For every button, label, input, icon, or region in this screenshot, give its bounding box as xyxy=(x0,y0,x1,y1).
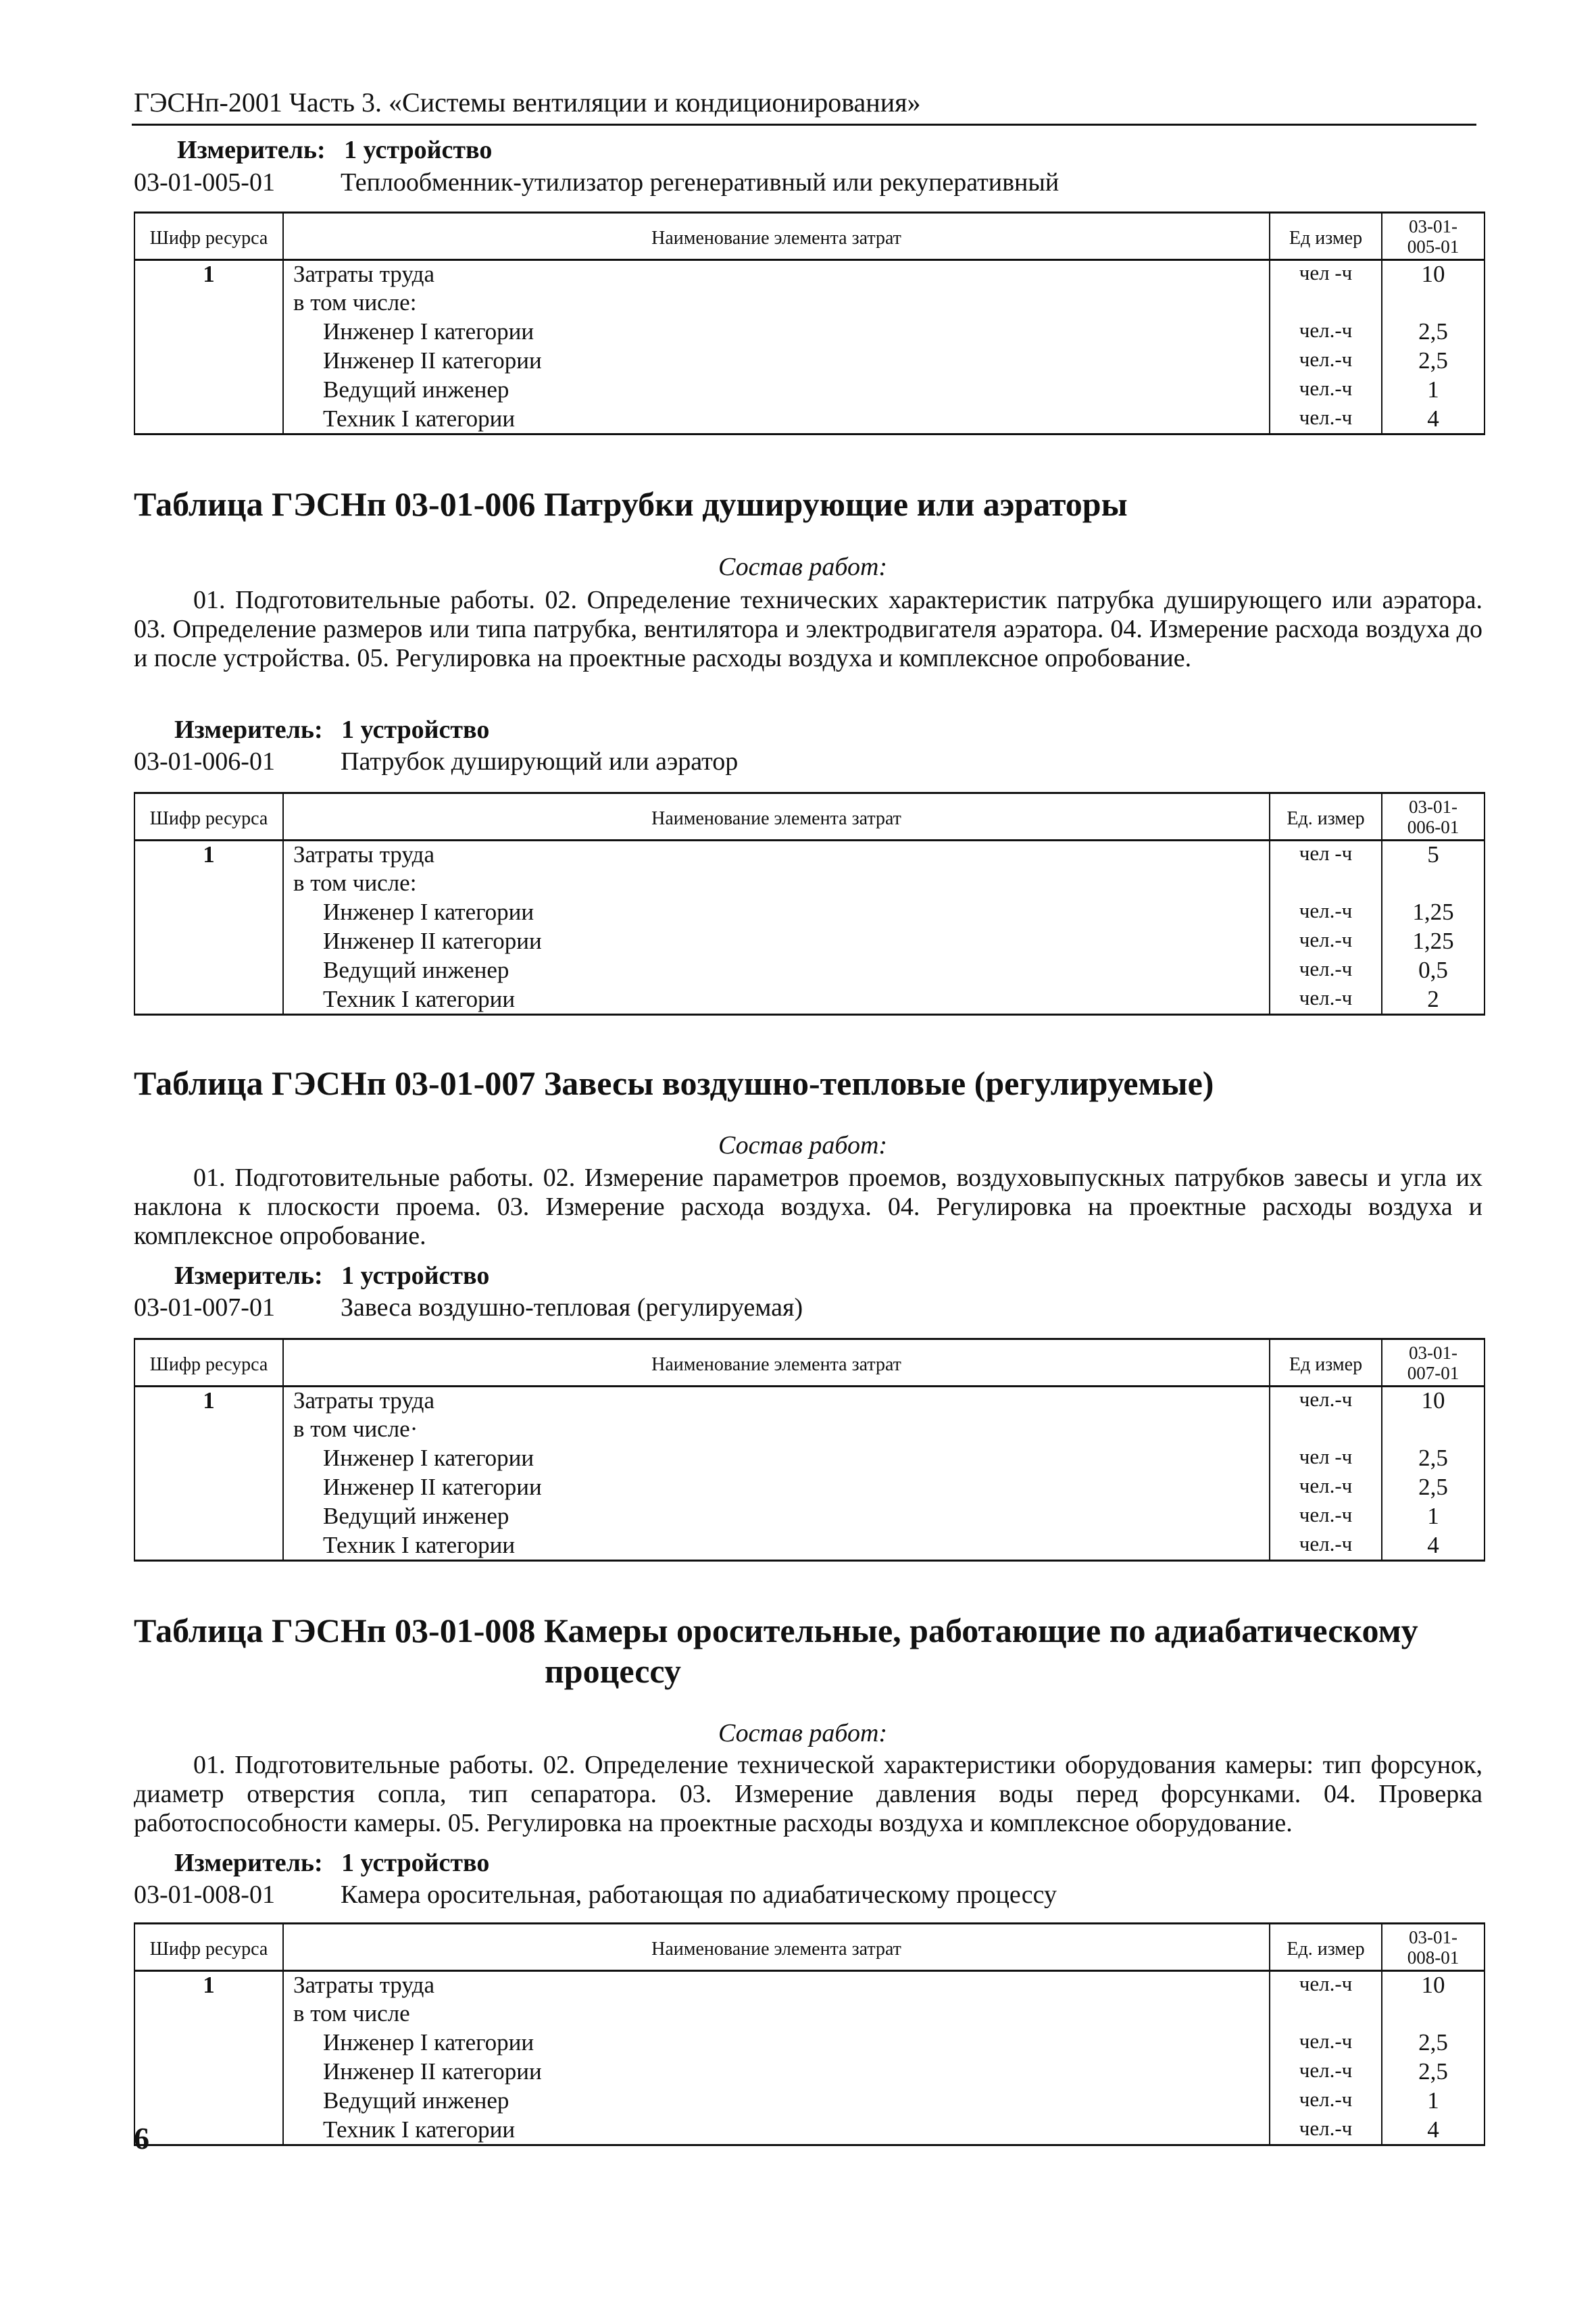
works-label: Состав работ: xyxy=(718,553,888,581)
cell-value: 10 xyxy=(1382,1971,1485,2000)
section-title: Таблица ГЭСНп 03-01-006 Патрубки душирующие или аэраторы xyxy=(134,485,1128,523)
table-row xyxy=(134,1445,1485,1474)
cell-value: 4 xyxy=(1382,2116,1485,2145)
cell-unit: чел.-ч xyxy=(1270,957,1382,986)
cell-value: 1,25 xyxy=(1382,928,1485,957)
table-header-row xyxy=(134,1339,1485,1387)
cell-code xyxy=(134,318,283,347)
cell-unit xyxy=(1270,2000,1382,2029)
table-row xyxy=(134,405,1485,434)
cell-value: 2,5 xyxy=(1382,347,1485,376)
norm-table-007 xyxy=(134,1338,1485,1562)
cell-unit: чел.-ч xyxy=(1270,1503,1382,1532)
measure-label: Измеритель: xyxy=(174,716,323,744)
cell-code xyxy=(134,405,283,434)
cell-name: в том числе xyxy=(283,2000,1270,2029)
cell-code xyxy=(134,347,283,376)
works-description: 01. Подготовительные работы. 02. Определение технической характеристики оборудования камеры: тип форсунок, диаметр отверстия сопла, тип сепаратора. 03. Измерение давления воды перед форсунками. 04. Проверка работоспособности камеры. 05. Регулировка на проектные расходы воздуха и комплексное оборудование. xyxy=(134,1751,1482,1837)
table-row xyxy=(134,1474,1485,1503)
cell-name: в том числе: xyxy=(283,870,1270,899)
table-row xyxy=(134,260,1485,289)
cell-code: 1 xyxy=(134,1971,283,2000)
measure-label: Измеритель: xyxy=(174,1262,323,1290)
cell-unit: чел.-ч xyxy=(1270,1387,1382,1416)
cell-value: 1 xyxy=(1382,2087,1485,2116)
measure-label: Измеритель: xyxy=(174,1849,323,1877)
norm-code: 03-01-005-01 xyxy=(134,168,275,197)
cell-code: 1 xyxy=(134,1387,283,1416)
cell-name: Инженер I категории xyxy=(283,318,1270,347)
table-row xyxy=(134,376,1485,405)
works-label: Состав работ: xyxy=(718,1131,888,1160)
cell-code: 1 xyxy=(134,841,283,870)
measure-line xyxy=(174,715,489,745)
header-name: Наименование элемента затрат xyxy=(283,1924,1270,1971)
table-row xyxy=(134,2029,1485,2058)
cell-unit: чел.-ч xyxy=(1270,928,1382,957)
header-resource-code: Шифр ресурса xyxy=(134,1339,283,1387)
cell-unit: чел.-ч xyxy=(1270,986,1382,1015)
cell-code xyxy=(134,289,283,318)
cell-unit: чел.-ч xyxy=(1270,347,1382,376)
page-number: 6 xyxy=(134,2121,149,2156)
table-row xyxy=(134,841,1485,870)
table-row xyxy=(134,2000,1485,2029)
table-row xyxy=(134,2087,1485,2116)
cell-unit: чел.-ч xyxy=(1270,1971,1382,2000)
table-row xyxy=(134,899,1485,928)
cell-unit xyxy=(1270,870,1382,899)
norm-code: 03-01-006-01 xyxy=(134,747,275,776)
cell-unit: чел -ч xyxy=(1270,260,1382,289)
cell-name: Затраты труда xyxy=(283,260,1270,289)
running-header: ГЭСНп-2001 Часть 3. «Системы вентиляции и кондиционирования» xyxy=(134,87,921,118)
table-row xyxy=(134,1532,1485,1561)
cell-name: Инженер I категории xyxy=(283,2029,1270,2058)
header-name: Наименование элемента затрат xyxy=(283,213,1270,260)
cell-code: 1 xyxy=(134,260,283,289)
table-row xyxy=(134,289,1485,318)
cell-name: Ведущий инженер xyxy=(283,2087,1270,2116)
cell-value: 2,5 xyxy=(1382,2029,1485,2058)
cell-name: Затраты труда xyxy=(283,841,1270,870)
header-norm-code: 03-01- 008-01 xyxy=(1382,1924,1485,1971)
measure-line xyxy=(174,1848,489,1878)
cell-code xyxy=(134,2116,283,2145)
table-row xyxy=(134,2116,1485,2145)
cell-name: Техник I категории xyxy=(283,1532,1270,1561)
cell-unit: чел.-ч xyxy=(1270,2116,1382,2145)
cell-unit: чел.-ч xyxy=(1270,405,1382,434)
cell-unit xyxy=(1270,1416,1382,1445)
cell-code xyxy=(134,928,283,957)
header-norm-code: 03-01- 006-01 xyxy=(1382,793,1485,841)
measure-label: Измеритель: xyxy=(177,136,326,164)
cell-name: Затраты труда xyxy=(283,1387,1270,1416)
cell-code xyxy=(134,1445,283,1474)
norm-table-005 xyxy=(134,211,1485,435)
cell-value: 2,5 xyxy=(1382,318,1485,347)
cell-name: Техник I категории xyxy=(283,986,1270,1015)
table-row xyxy=(134,1503,1485,1532)
table-row xyxy=(134,928,1485,957)
cell-code xyxy=(134,2058,283,2087)
table-row xyxy=(134,1387,1485,1416)
cell-value: 4 xyxy=(1382,1532,1485,1561)
header-unit: Ед. измер xyxy=(1270,1924,1382,1971)
table-header-row xyxy=(134,793,1485,841)
cell-unit: чел.-ч xyxy=(1270,2087,1382,2116)
section-title-line-2: процессу xyxy=(545,1652,681,1690)
norm-name: Патрубок душирующий или аэратор xyxy=(341,747,739,776)
section-title: Таблица ГЭСНп 03-01-007 Завесы воздушно-тепловые (регулируемые) xyxy=(134,1064,1214,1102)
header-norm-code: 03-01- 005-01 xyxy=(1382,213,1485,260)
cell-code xyxy=(134,870,283,899)
cell-value: 10 xyxy=(1382,260,1485,289)
works-label: Состав работ: xyxy=(718,1719,888,1747)
measure-value: 1 устройство xyxy=(341,1262,490,1290)
measure-value: 1 устройство xyxy=(341,716,490,744)
norm-table-006 xyxy=(134,792,1485,1016)
cell-value: 0,5 xyxy=(1382,957,1485,986)
cell-value: 1 xyxy=(1382,1503,1485,1532)
table-header-row xyxy=(134,213,1485,260)
cell-value: 2,5 xyxy=(1382,1474,1485,1503)
cell-unit: чел.-ч xyxy=(1270,899,1382,928)
cell-code xyxy=(134,957,283,986)
header-name: Наименование элемента затрат xyxy=(283,793,1270,841)
cell-value: 1,25 xyxy=(1382,899,1485,928)
cell-value: 5 xyxy=(1382,841,1485,870)
cell-name: Ведущий инженер xyxy=(283,1503,1270,1532)
cell-value: 10 xyxy=(1382,1387,1485,1416)
cell-name: Техник I категории xyxy=(283,2116,1270,2145)
table-row xyxy=(134,1971,1485,2000)
cell-code xyxy=(134,1474,283,1503)
norm-code: 03-01-007-01 xyxy=(134,1293,275,1322)
cell-code xyxy=(134,2000,283,2029)
cell-value xyxy=(1382,870,1485,899)
cell-name: Инженер I категории xyxy=(283,1445,1270,1474)
header-unit: Ед измер xyxy=(1270,213,1382,260)
cell-value xyxy=(1382,289,1485,318)
cell-code xyxy=(134,1416,283,1445)
cell-value: 2 xyxy=(1382,986,1485,1015)
cell-name: Техник I категории xyxy=(283,405,1270,434)
norm-code: 03-01-008-01 xyxy=(134,1881,275,1909)
cell-name: Затраты труда xyxy=(283,1971,1270,2000)
table-row xyxy=(134,347,1485,376)
works-description: 01. Подготовительные работы. 02. Определение технических характеристик патрубка душирующего или аэратора. 03. Определение размеров или типа патрубка, вентилятора и электродвигателя аэратора. 04. Измерение расхода воздуха до и после устройства. 05. Регулировка на проектные расходы воздуха и комплексное опробование. xyxy=(134,586,1482,672)
header-unit: Ед измер xyxy=(1270,1339,1382,1387)
table-header-row xyxy=(134,1924,1485,1971)
cell-name: Ведущий инженер xyxy=(283,376,1270,405)
cell-code xyxy=(134,2087,283,2116)
table-row xyxy=(134,2058,1485,2087)
cell-name: в том числе· xyxy=(283,1416,1270,1445)
norm-name: Теплообменник-утилизатор регенеративный или рекуперативный xyxy=(341,168,1059,197)
header-name: Наименование элемента затрат xyxy=(283,1339,1270,1387)
norm-table-008 xyxy=(134,1922,1485,2146)
table-row xyxy=(134,1416,1485,1445)
section-title-line-1: Таблица ГЭСНп 03-01-008 Камеры оросительные, работающие по адиабатическому xyxy=(134,1612,1418,1649)
measure-value: 1 устройство xyxy=(341,1849,490,1877)
header-unit: Ед. измер xyxy=(1270,793,1382,841)
cell-code xyxy=(134,899,283,928)
cell-unit: чел.-ч xyxy=(1270,1474,1382,1503)
cell-unit: чел.-ч xyxy=(1270,1532,1382,1561)
cell-unit: чел.-ч xyxy=(1270,2029,1382,2058)
measure-value: 1 устройство xyxy=(344,136,493,164)
works-description: 01. Подготовительные работы. 02. Измерение параметров проемов, воздуховыпускных патрубков завесы и угла их наклона к плоскости проема. 03. Измерение расхода воздуха. 04. Регулировка на проектные расходы воздуха и комплексное опробование. xyxy=(134,1164,1482,1250)
cell-name: Инженер II категории xyxy=(283,1474,1270,1503)
cell-code xyxy=(134,1532,283,1561)
cell-code xyxy=(134,376,283,405)
measure-line xyxy=(174,1261,489,1291)
cell-value xyxy=(1382,1416,1485,1445)
measure-line xyxy=(177,135,492,165)
header-resource-code: Шифр ресурса xyxy=(134,213,283,260)
table-row xyxy=(134,957,1485,986)
cell-name: Инженер II категории xyxy=(283,928,1270,957)
cell-name: Инженер I категории xyxy=(283,899,1270,928)
cell-code xyxy=(134,1503,283,1532)
cell-name: Инженер II категории xyxy=(283,2058,1270,2087)
table-row xyxy=(134,986,1485,1015)
cell-unit: чел.-ч xyxy=(1270,318,1382,347)
cell-value: 1 xyxy=(1382,376,1485,405)
cell-value: 4 xyxy=(1382,405,1485,434)
cell-unit: чел.-ч xyxy=(1270,2058,1382,2087)
cell-code xyxy=(134,2029,283,2058)
header-norm-code: 03-01- 007-01 xyxy=(1382,1339,1485,1387)
cell-value xyxy=(1382,2000,1485,2029)
cell-name: Ведущий инженер xyxy=(283,957,1270,986)
header-resource-code: Шифр ресурса xyxy=(134,1924,283,1971)
table-row xyxy=(134,318,1485,347)
norm-name: Завеса воздушно-тепловая (регулируемая) xyxy=(341,1293,803,1322)
header-rule xyxy=(132,124,1476,126)
header-resource-code: Шифр ресурса xyxy=(134,793,283,841)
cell-value: 2,5 xyxy=(1382,1445,1485,1474)
cell-unit: чел.-ч xyxy=(1270,376,1382,405)
cell-name: в том числе: xyxy=(283,289,1270,318)
cell-name: Инженер II категории xyxy=(283,347,1270,376)
cell-value: 2,5 xyxy=(1382,2058,1485,2087)
table-row xyxy=(134,870,1485,899)
cell-unit: чел -ч xyxy=(1270,1445,1382,1474)
cell-unit xyxy=(1270,289,1382,318)
cell-unit: чел -ч xyxy=(1270,841,1382,870)
cell-code xyxy=(134,986,283,1015)
norm-name: Камера оросительная, работающая по адиабатическому процессу xyxy=(341,1881,1057,1909)
